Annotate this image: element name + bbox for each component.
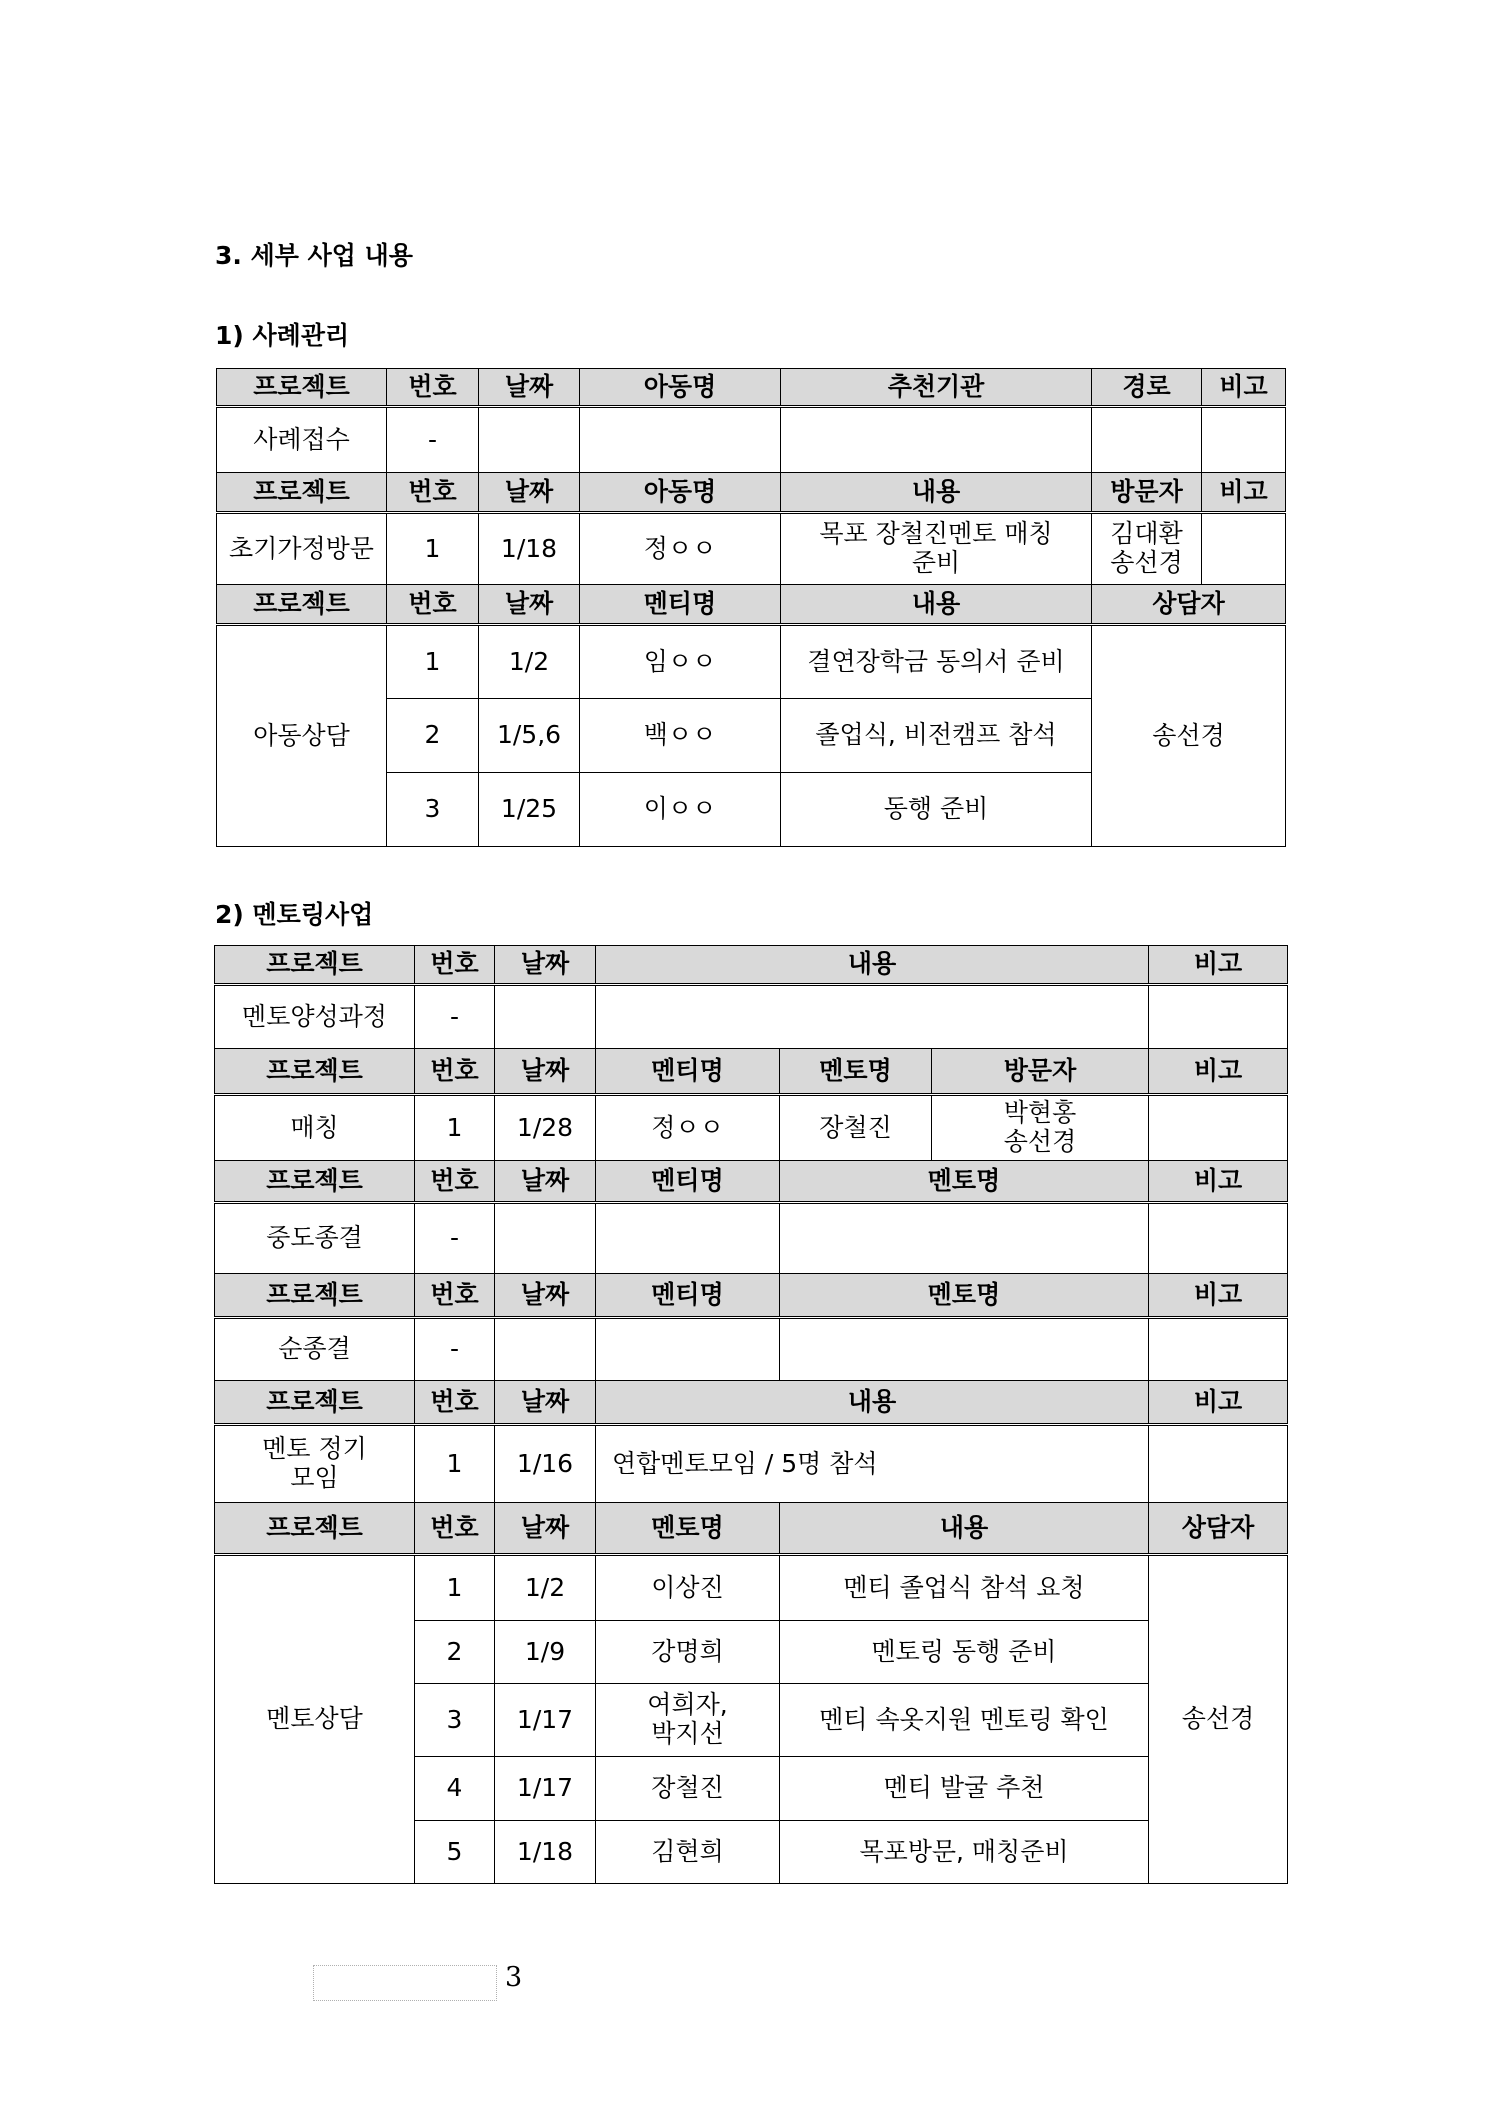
col-header-date: 날짜 [479,585,580,625]
cell-date: 1/5,6 [479,699,580,773]
cell-content: 동행 준비 [781,773,1092,847]
col-header-date: 날짜 [495,946,596,985]
cell-mentor-name: 여희자, 박지선 [596,1684,780,1757]
cell-note [1202,513,1286,585]
cell-date: 1/2 [495,1555,596,1621]
cell-mentor-name: 김현희 [596,1821,780,1884]
col-header-mentor-name: 멘토명 [780,1161,1149,1203]
cell-content: 졸업식, 비전캠프 참석 [781,699,1092,773]
col-header-route: 경로 [1092,369,1202,407]
cell-number: 3 [387,773,479,847]
cell-number: - [387,407,479,473]
cell-content: 연합멘토모임 / 5명 참석 [596,1425,1149,1503]
col-header-project: 프로젝트 [217,473,387,513]
cell-content: 멘토링 동행 준비 [780,1621,1149,1684]
col-header-project: 프로젝트 [215,1503,415,1555]
cell-date: 1/28 [495,1095,596,1161]
col-header-number: 번호 [387,369,479,407]
cell-date [479,407,580,473]
cell-project: 순종결 [215,1318,415,1381]
col-header-date: 날짜 [495,1381,596,1425]
cell-content: 결연장학금 동의서 준비 [781,625,1092,699]
cell-route [1092,407,1202,473]
cell-date: 1/18 [479,513,580,585]
col-header-number: 번호 [415,1503,495,1555]
cell-mentee-name: 임ㅇㅇ [580,625,781,699]
col-header-note: 비고 [1202,369,1286,407]
cell-date: 1/18 [495,1821,596,1884]
cell-child-name [580,407,781,473]
cell-child-name: 정ㅇㅇ [580,513,781,585]
col-header-date: 날짜 [495,1503,596,1555]
cell-number: 2 [387,699,479,773]
cell-project: 중도종결 [215,1203,415,1274]
col-header-number: 번호 [415,1381,495,1425]
cell-note [1149,1203,1288,1274]
cell-number: 1 [415,1095,495,1161]
case-management-title: 1) 사례관리 [215,321,350,350]
cell-mentor-name [780,1318,1149,1381]
cell-number: 4 [415,1757,495,1821]
cell-project: 멘토 정기모임 [215,1425,415,1503]
cell-note [1149,1425,1288,1503]
col-header-note: 비고 [1149,1381,1288,1425]
col-header-mentee-name: 멘티명 [596,1049,780,1095]
mentoring-table [214,945,1288,1884]
col-header-content: 내용 [596,946,1149,985]
cell-date: 1/17 [495,1684,596,1757]
cell-date: 1/16 [495,1425,596,1503]
col-header-mentee-name: 멘티명 [596,1274,780,1318]
cell-note [1149,1318,1288,1381]
cell-referral-agency [781,407,1092,473]
col-header-project: 프로젝트 [215,1161,415,1203]
cell-counselor: 송선경 [1092,625,1286,847]
col-header-child-name: 아동명 [580,473,781,513]
cell-project: 멘토양성과정 [215,985,415,1049]
cell-date: 1/9 [495,1621,596,1684]
cell-number: - [415,985,495,1049]
cell-mentee-name: 이ㅇㅇ [580,773,781,847]
cell-note [1202,407,1286,473]
cell-project: 초기가정방문 [217,513,387,585]
section-title: 3. 세부 사업 내용 [215,241,413,270]
case-management-table [216,368,1286,847]
cell-date [495,1318,596,1381]
cell-number: 1 [387,513,479,585]
cell-mentee-name [596,1203,780,1274]
cell-number: - [415,1318,495,1381]
cell-date: 1/17 [495,1757,596,1821]
cell-note [1149,1095,1288,1161]
cell-mentor-name: 장철진 [596,1757,780,1821]
col-header-date: 날짜 [479,473,580,513]
col-header-counselor: 상담자 [1149,1503,1288,1555]
cell-project: 멘토상담 [215,1555,415,1884]
col-header-number: 번호 [415,946,495,985]
col-header-date: 날짜 [495,1049,596,1095]
col-header-mentor-name: 멘토명 [780,1274,1149,1318]
cell-content: 멘티 발굴 추천 [780,1757,1149,1821]
cell-note [1149,985,1288,1049]
col-header-mentor-name: 멘토명 [780,1049,932,1095]
col-header-number: 번호 [415,1161,495,1203]
col-header-content: 내용 [781,473,1092,513]
page-number-box [313,1965,497,2001]
col-header-note: 비고 [1149,946,1288,985]
cell-mentee-name [596,1318,780,1381]
col-header-project: 프로젝트 [215,1381,415,1425]
cell-number: 1 [415,1555,495,1621]
col-header-date: 날짜 [479,369,580,407]
cell-mentor-name: 장철진 [780,1095,932,1161]
col-header-content: 내용 [780,1503,1149,1555]
col-header-date: 날짜 [495,1161,596,1203]
cell-project: 사례접수 [217,407,387,473]
col-header-note: 비고 [1149,1049,1288,1095]
col-header-note: 비고 [1149,1274,1288,1318]
mentoring-title: 2) 멘토링사업 [215,900,374,929]
col-header-visitor: 방문자 [932,1049,1149,1095]
cell-mentor-name: 강명희 [596,1621,780,1684]
col-header-project: 프로젝트 [217,585,387,625]
cell-number: 1 [387,625,479,699]
col-header-content: 내용 [596,1381,1149,1425]
col-header-visitor: 방문자 [1092,473,1202,513]
col-header-mentor-name: 멘토명 [596,1503,780,1555]
cell-content: 멘티 속옷지원 멘토링 확인 [780,1684,1149,1757]
cell-mentee-name: 정ㅇㅇ [596,1095,780,1161]
cell-content: 멘티 졸업식 참석 요청 [780,1555,1149,1621]
cell-date [495,1203,596,1274]
cell-number: 2 [415,1621,495,1684]
col-header-mentee-name: 멘티명 [580,585,781,625]
cell-number: 3 [415,1684,495,1757]
col-header-project: 프로젝트 [215,1049,415,1095]
cell-date: 1/2 [479,625,580,699]
cell-number: - [415,1203,495,1274]
cell-number: 1 [415,1425,495,1503]
cell-content [596,985,1149,1049]
col-header-note: 비고 [1149,1161,1288,1203]
col-header-referral-agency: 추천기관 [781,369,1092,407]
col-header-number: 번호 [387,585,479,625]
col-header-counselor: 상담자 [1092,585,1286,625]
cell-date: 1/25 [479,773,580,847]
cell-mentee-name: 백ㅇㅇ [580,699,781,773]
col-header-mentee-name: 멘티명 [596,1161,780,1203]
cell-project: 아동상담 [217,625,387,847]
col-header-number: 번호 [415,1049,495,1095]
col-header-project: 프로젝트 [215,946,415,985]
col-header-project: 프로젝트 [215,1274,415,1318]
cell-visitor: 김대환 송선경 [1092,513,1202,585]
cell-mentor-name: 이상진 [596,1555,780,1621]
col-header-note: 비고 [1202,473,1286,513]
cell-counselor: 송선경 [1149,1555,1288,1884]
cell-date [495,985,596,1049]
cell-number: 5 [415,1821,495,1884]
page-number: 3 [505,1962,523,1993]
col-header-date: 날짜 [495,1274,596,1318]
cell-visitor: 박현홍 송선경 [932,1095,1149,1161]
col-header-number: 번호 [387,473,479,513]
col-header-project: 프로젝트 [217,369,387,407]
col-header-child-name: 아동명 [580,369,781,407]
cell-content: 목포방문, 매칭준비 [780,1821,1149,1884]
cell-mentor-name [780,1203,1149,1274]
cell-project: 매칭 [215,1095,415,1161]
cell-content: 목포 장철진멘토 매칭 준비 [781,513,1092,585]
col-header-content: 내용 [781,585,1092,625]
col-header-number: 번호 [415,1274,495,1318]
